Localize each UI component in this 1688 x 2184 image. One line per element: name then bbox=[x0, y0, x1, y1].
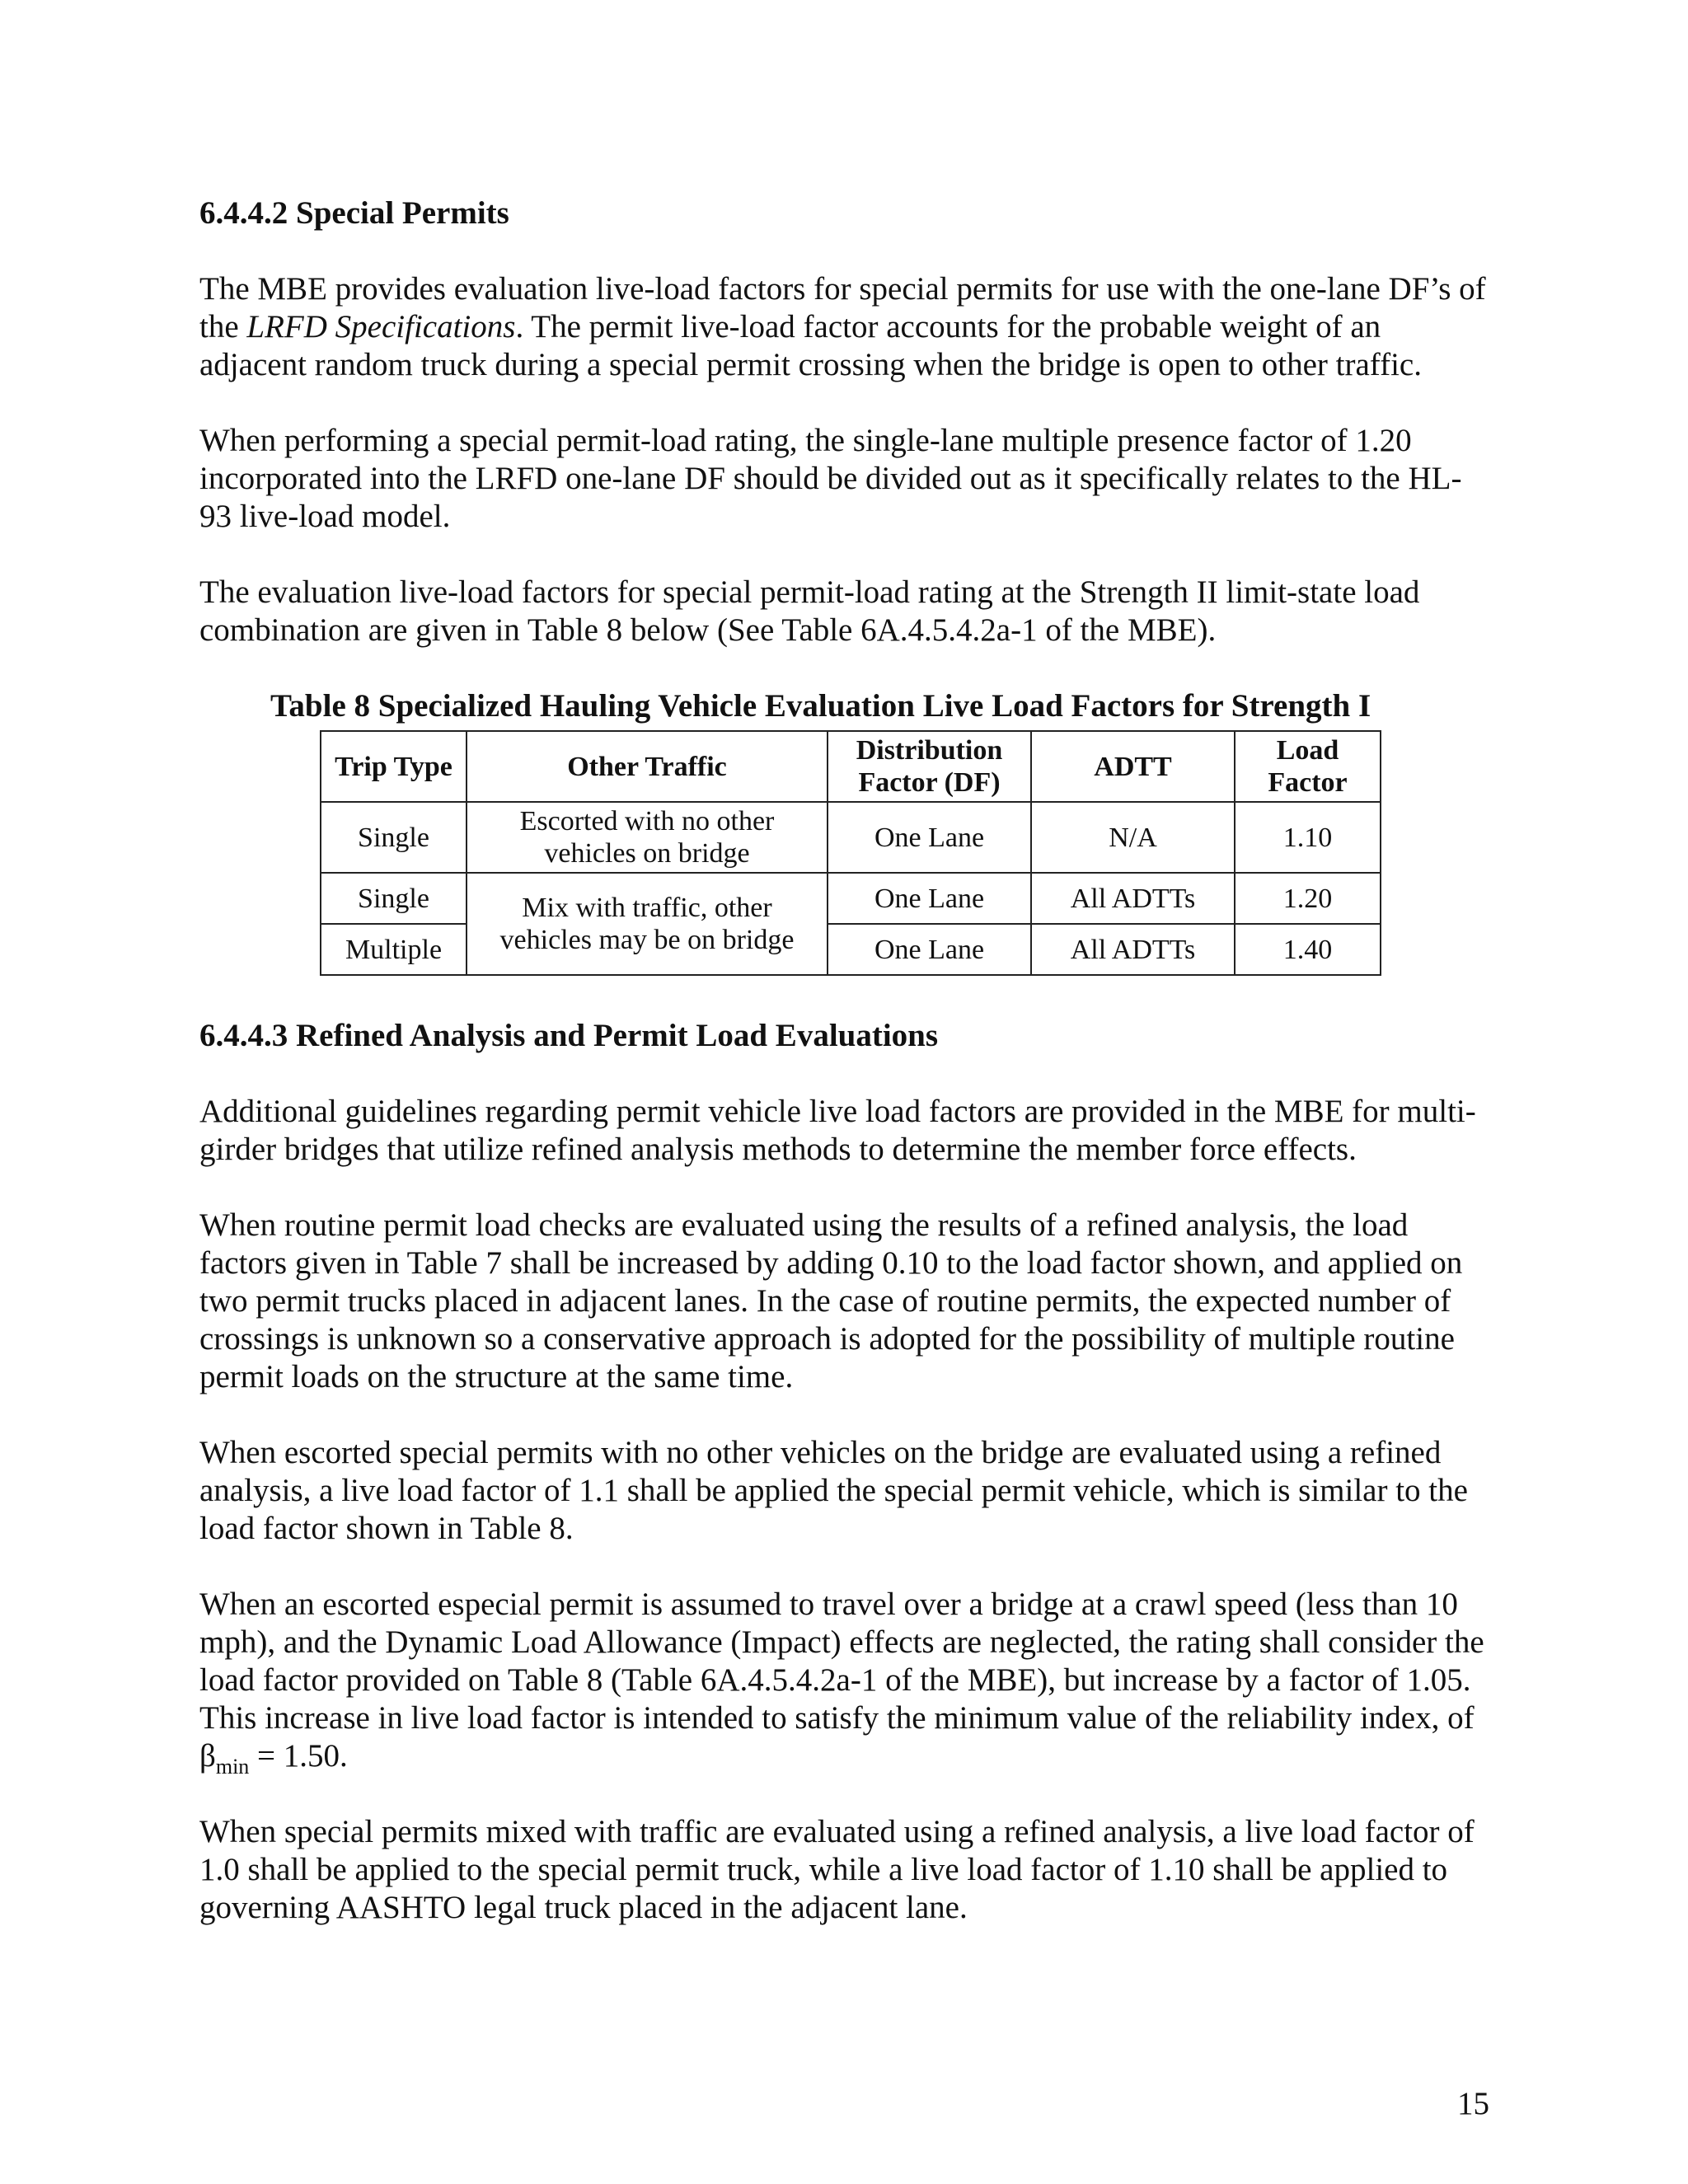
paragraph: When escorted special permits with no other vehicles on the bridge are evaluated using a refined analysis, a live load factor of 1.1 shall be applied the special permit vehicle, which is similar to the load factor shown in Table 8. bbox=[199, 1435, 1468, 1546]
paragraph: Additional guidelines regarding permit vehicle live load factors are provided in the MBE for multi-girder bridges that utilize refined analysis methods to determine the member force effects. bbox=[199, 1094, 1476, 1167]
table-header-row bbox=[321, 731, 1381, 802]
table-cell: 1.20 bbox=[1235, 873, 1381, 924]
table-row bbox=[321, 802, 1381, 873]
table-row bbox=[321, 873, 1381, 924]
table-cell: Escorted with no other vehicles on bridge bbox=[467, 802, 828, 873]
table-cell-merged: Mix with traffic, other vehicles may be on bridge bbox=[467, 873, 828, 975]
table-cell: One Lane bbox=[828, 873, 1031, 924]
page-number: 15 bbox=[1457, 2086, 1489, 2121]
section-heading-refined-analysis: 6.4.4.3 Refined Analysis and Permit Load Evaluations bbox=[199, 1018, 939, 1053]
column-header: Other Traffic bbox=[467, 731, 828, 802]
table-cell: Single bbox=[321, 873, 467, 924]
section-heading-special-permits: 6.4.4.2 Special Permits bbox=[199, 195, 509, 231]
table-cell: N/A bbox=[1031, 802, 1235, 873]
paragraph: When special permits mixed with traffic are evaluated using a refined analysis, a live load factor of 1.0 shall be applied to the special permit truck, while a live load factor of 1.10 shall be applied to governing AASHTO legal truck placed in the adjacent lane. bbox=[199, 1814, 1475, 1925]
table-cell: All ADTTs bbox=[1031, 873, 1235, 924]
table-cell: Multiple bbox=[321, 924, 467, 975]
load-factor-table bbox=[320, 730, 1381, 976]
italic-title: LRFD Specifications bbox=[246, 309, 516, 344]
paragraph: When routine permit load checks are evaluated using the results of a refined analysis, the load factors given in Table 7 shall be increased by adding 0.10 to the load factor shown, and applied on two permit trucks placed in adjacent lanes. In the case of routine permits, the expected number of crossings is unknown so a conservative approach is adopted for the possibility of multiple routine permit loads on the structure at the same time. bbox=[199, 1207, 1463, 1394]
text-span: The MBE provides evaluation live-load factors for special permits for use with the one-lane DF’s of the bbox=[199, 271, 1486, 344]
text-span: . The permit live-load factor accounts for the probable weight of an adjacent random truck during a special permit crossing when the bridge is open to other traffic. bbox=[199, 309, 1422, 382]
table-cell: Single bbox=[321, 802, 467, 873]
column-header: ADTT bbox=[1031, 731, 1235, 802]
text-span: When an escorted especial permit is assumed to travel over a bridge at a crawl speed (less than 10 mph), and the Dynamic Load Allowance (Impact) effects are neglected, the rating shall consider the load factor provided on Table 8 (Table 6A.4.5.4.2a-1 of the MBE), but increase by a factor of 1.05. This increase in live load factor is intended to satisfy the minimum value of the reliability index, of β bbox=[199, 1586, 1484, 1774]
subscript: min bbox=[215, 1754, 250, 1779]
table-cell: All ADTTs bbox=[1031, 924, 1235, 975]
paragraph: The evaluation live-load factors for special permit-load rating at the Strength II limit-state load combination are given in Table 8 below (See Table 6A.4.5.4.2a-1 of the MBE). bbox=[199, 574, 1420, 648]
paragraph bbox=[199, 270, 1493, 384]
table-cell: 1.10 bbox=[1235, 802, 1381, 873]
paragraph: When performing a special permit-load rating, the single-lane multiple presence factor of 1.20 incorporated into the LRFD one-lane DF should be divided out as it specifically relates to the HL-93 live-load model. bbox=[199, 423, 1462, 534]
table-cell: 1.40 bbox=[1235, 924, 1381, 975]
column-header: Trip Type bbox=[321, 731, 467, 802]
text-span: = 1.50. bbox=[249, 1738, 348, 1774]
column-header: Distribution Factor (DF) bbox=[828, 731, 1031, 802]
column-header: Load Factor bbox=[1235, 731, 1381, 802]
document-page bbox=[199, 194, 1493, 1965]
table-caption: Table 8 Specialized Hauling Vehicle Evaluation Live Load Factors for Strength I bbox=[270, 688, 1372, 724]
table-cell: One Lane bbox=[828, 924, 1031, 975]
table-cell: One Lane bbox=[828, 802, 1031, 873]
paragraph bbox=[199, 1586, 1493, 1779]
